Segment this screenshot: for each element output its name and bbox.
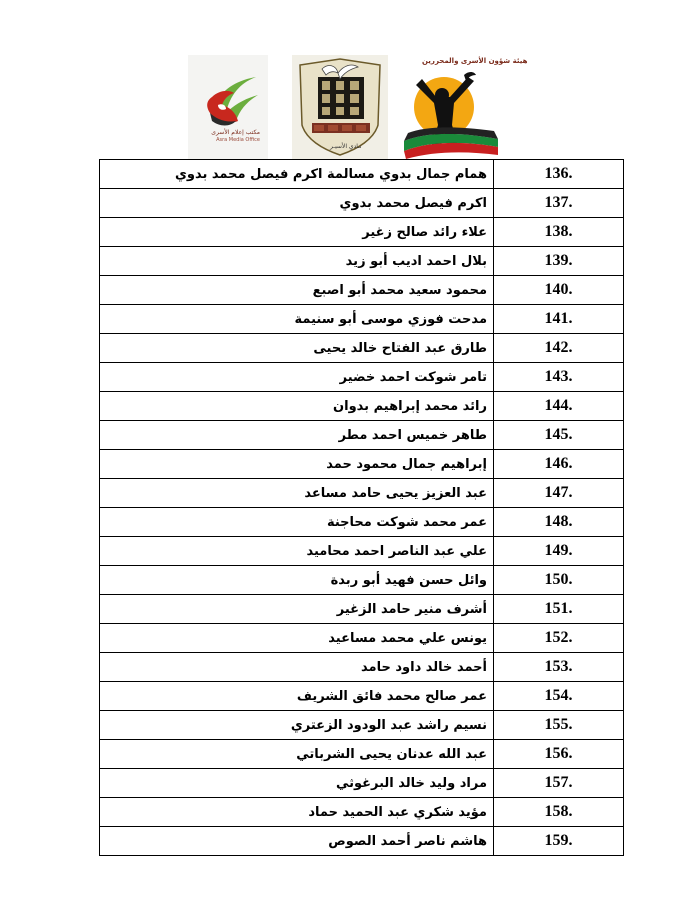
table-row bbox=[100, 305, 624, 334]
row-number-cell: 152. bbox=[494, 624, 624, 653]
table-row bbox=[100, 682, 624, 711]
person-name-cell: نسيم راشد عبد الودود الزعتري bbox=[100, 711, 494, 740]
person-name-cell: علاء رائد صالح زغير bbox=[100, 218, 494, 247]
person-name-cell: رائد محمد إبراهيم بدوان bbox=[100, 392, 494, 421]
names-table-body bbox=[100, 160, 624, 856]
table-row bbox=[100, 740, 624, 769]
table-row bbox=[100, 421, 624, 450]
row-number-cell: 147. bbox=[494, 479, 624, 508]
table-row bbox=[100, 450, 624, 479]
row-number-cell: 148. bbox=[494, 508, 624, 537]
table-row bbox=[100, 189, 624, 218]
table-row bbox=[100, 595, 624, 624]
row-number-cell: 158. bbox=[494, 798, 624, 827]
table-row bbox=[100, 247, 624, 276]
table-row bbox=[100, 218, 624, 247]
table-row bbox=[100, 827, 624, 856]
person-name-cell: عمر صالح محمد فائق الشريف bbox=[100, 682, 494, 711]
detainees-commission-emblem-icon bbox=[394, 55, 508, 159]
row-number-cell: 151. bbox=[494, 595, 624, 624]
row-number-cell: 155. bbox=[494, 711, 624, 740]
row-number-cell: 146. bbox=[494, 450, 624, 479]
row-number-cell: 139. bbox=[494, 247, 624, 276]
row-number-cell: 157. bbox=[494, 769, 624, 798]
table-row bbox=[100, 653, 624, 682]
person-name-cell: طاهر خميس احمد مطر bbox=[100, 421, 494, 450]
person-name-cell: عبد العزيز يحيى حامد مساعد bbox=[100, 479, 494, 508]
row-number-cell: 159. bbox=[494, 827, 624, 856]
row-number-cell: 142. bbox=[494, 334, 624, 363]
table-row bbox=[100, 160, 624, 189]
person-name-cell: طارق عبد الفتاح خالد يحيى bbox=[100, 334, 494, 363]
person-name-cell: علي عبد الناصر احمد محاميد bbox=[100, 537, 494, 566]
table-row bbox=[100, 479, 624, 508]
asra-logo-arabic-text: مكتب إعلام الأسرى bbox=[211, 129, 260, 136]
row-number-cell: 138. bbox=[494, 218, 624, 247]
person-name-cell: عمر محمد شوكت محاجنة bbox=[100, 508, 494, 537]
person-name-cell: أحمد خالد داود حامد bbox=[100, 653, 494, 682]
asra-logo-english-text: Asra Media Office bbox=[216, 137, 260, 143]
table-row bbox=[100, 798, 624, 827]
row-number-cell: 144. bbox=[494, 392, 624, 421]
person-name-cell: وائل حسن فهيد أبو ربدة bbox=[100, 566, 494, 595]
header-logos bbox=[188, 55, 528, 159]
person-name-cell: مدحت فوزي موسى أبو سنيمة bbox=[100, 305, 494, 334]
table-row bbox=[100, 276, 624, 305]
table-row bbox=[100, 769, 624, 798]
person-name-cell: أشرف منير حامد الزغير bbox=[100, 595, 494, 624]
person-name-cell: تامر شوكت احمد خضير bbox=[100, 363, 494, 392]
row-number-cell: 137. bbox=[494, 189, 624, 218]
person-name-cell: بلال احمد اديب أبو زيد bbox=[100, 247, 494, 276]
person-name-cell: عبد الله عدنان يحيى الشرباتي bbox=[100, 740, 494, 769]
table-row bbox=[100, 537, 624, 566]
table-row bbox=[100, 711, 624, 740]
person-name-cell: مراد وليد خالد البرغوثي bbox=[100, 769, 494, 798]
row-number-cell: 140. bbox=[494, 276, 624, 305]
asra-media-office-emblem-icon bbox=[188, 55, 268, 159]
table-row bbox=[100, 363, 624, 392]
table-row bbox=[100, 392, 624, 421]
person-name-cell: مؤيد شكري عبد الحميد حماد bbox=[100, 798, 494, 827]
row-number-cell: 141. bbox=[494, 305, 624, 334]
row-number-cell: 145. bbox=[494, 421, 624, 450]
prisoners-club-logo bbox=[292, 55, 388, 159]
detainees-commission-logo-text: هيئة شؤون الأسرى والمحررين bbox=[422, 57, 528, 65]
row-number-cell: 150. bbox=[494, 566, 624, 595]
person-name-cell: هاشم ناصر أحمد الصوص bbox=[100, 827, 494, 856]
person-name-cell: محمود سعيد محمد أبو اصبع bbox=[100, 276, 494, 305]
row-number-cell: 136. bbox=[494, 160, 624, 189]
names-table bbox=[99, 159, 624, 856]
table-row bbox=[100, 334, 624, 363]
person-name-cell: اكرم فيصل محمد بدوي bbox=[100, 189, 494, 218]
person-name-cell: همام جمال بدوي مسالمة اكرم فيصل محمد بدوي bbox=[100, 160, 494, 189]
person-name-cell: يونس علي محمد مساعيد bbox=[100, 624, 494, 653]
detainees-commission-logo bbox=[394, 55, 528, 159]
prisoners-club-logo-text: نـادي الأسيـر bbox=[330, 143, 362, 150]
row-number-cell: 153. bbox=[494, 653, 624, 682]
table-row bbox=[100, 624, 624, 653]
row-number-cell: 143. bbox=[494, 363, 624, 392]
row-number-cell: 156. bbox=[494, 740, 624, 769]
table-row bbox=[100, 566, 624, 595]
row-number-cell: 149. bbox=[494, 537, 624, 566]
table-row bbox=[100, 508, 624, 537]
row-number-cell: 154. bbox=[494, 682, 624, 711]
asra-media-office-logo bbox=[188, 55, 268, 159]
person-name-cell: إبراهيم جمال محمود حمد bbox=[100, 450, 494, 479]
